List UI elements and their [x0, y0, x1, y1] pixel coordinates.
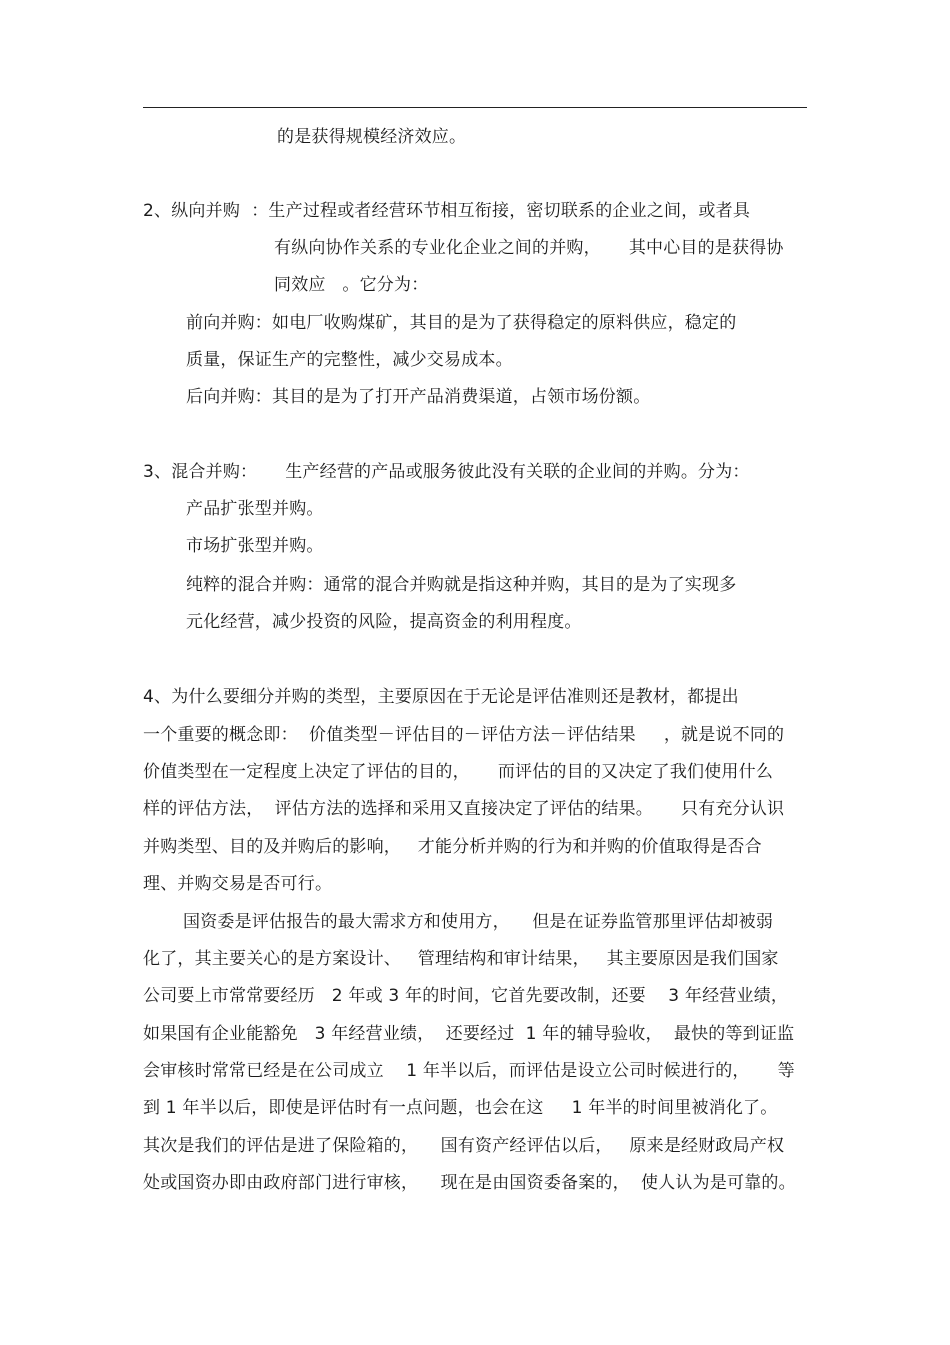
text-line: 化了，其主要关心的是方案设计、 管理结构和审计结果， 其主要原因是我们国家 — [143, 949, 779, 969]
text-line: 其次是我们的评估是进了保险箱的， 国有资产经评估以后， 原来是经财政局产权 — [143, 1136, 785, 1156]
text-line: 国资委是评估报告的最大需求方和使用方， 但是在证券监管那里评估却被弱 — [183, 912, 774, 932]
text-line: 样的评估方法， 评估方法的选择和采用又直接决定了评估的结果。 只有充分认识 — [143, 799, 785, 819]
text-line: 一个重要的概念即： 价值类型－评估目的－评估方法－评估结果 ，就是说不同的 — [143, 725, 785, 745]
text-line: 市场扩张型并购。 — [186, 536, 324, 556]
text-line: 纯粹的混合并购：通常的混合并购就是指这种并购，其目的是为了实现多 — [186, 575, 737, 595]
text-line: 会审核时常常已经是在公司成立 1 年半以后，而评估是设立公司时候进行的， 等 — [143, 1061, 795, 1081]
text-line: 2、纵向并购 ：生产过程或者经营环节相互衔接，密切联系的企业之间，或者具 — [143, 201, 751, 221]
text-line: 的是获得规模经济效应。 — [277, 127, 467, 147]
text-line: 质量，保证生产的完整性，减少交易成本。 — [186, 350, 513, 370]
text-line: 有纵向协作关系的专业化企业之间的并购， 其中心目的是获得协 — [274, 238, 784, 258]
text-line: 3、混合并购： 生产经营的产品或服务彼此没有关联的企业间的并购。分为： — [143, 462, 750, 482]
text-line: 理、并购交易是否可行。 — [143, 874, 333, 894]
text-line: 4、为什么要细分并购的类型，主要原因在于无论是评估准则还是教材，都提出 — [143, 687, 739, 707]
text-line: 价值类型在一定程度上决定了评估的目的， 而评估的目的又决定了我们使用什么 — [143, 762, 774, 782]
text-line: 到 1 年半以后，即使是评估时有一点问题，也会在这 1 年半的时间里被消化了。 — [143, 1098, 778, 1118]
text-line: 前向并购：如电厂收购煤矿，其目的是为了获得稳定的原料供应，稳定的 — [186, 313, 737, 333]
text-line: 并购类型、目的及并购后的影响， 才能分析并购的行为和并购的价值取得是否合 — [143, 837, 762, 857]
header-rule — [143, 107, 807, 108]
text-line: 产品扩张型并购。 — [186, 499, 324, 519]
text-line: 如果国有企业能豁免 3 年经营业绩， 还要经过 1 年的辅导验收， 最快的等到证监 — [143, 1024, 795, 1044]
text-line: 处或国资办即由政府部门进行审核， 现在是由国资委备案的， 使人认为是可靠的。 — [143, 1173, 796, 1193]
text-line: 后向并购：其目的是为了打开产品消费渠道，占领市场份额。 — [186, 387, 651, 407]
text-line: 元化经营，减少投资的风险，提高资金的利用程度。 — [186, 612, 582, 632]
text-line: 公司要上市常常要经历 2 年或 3 年的时间，它首先要改制，还要 3 年经营业绩， — [143, 986, 789, 1006]
text-line: 同效应 。它分为： — [274, 275, 429, 295]
